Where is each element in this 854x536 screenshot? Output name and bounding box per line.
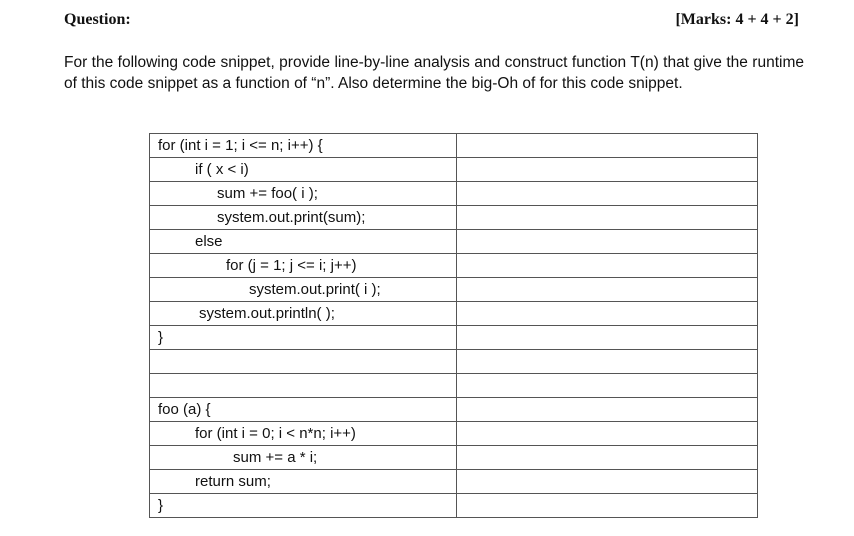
analysis-cell — [457, 422, 758, 446]
table-row — [150, 398, 758, 422]
code-line: for (int i = 0; i < n*n; i++) — [150, 422, 457, 446]
code-line: } — [150, 494, 457, 518]
table-row — [150, 230, 758, 254]
analysis-cell — [457, 182, 758, 206]
table-row — [150, 470, 758, 494]
analysis-cell — [457, 350, 758, 374]
code-line: system.out.print( i ); — [150, 278, 457, 302]
analysis-cell — [457, 398, 758, 422]
analysis-cell — [457, 278, 758, 302]
code-line — [150, 350, 457, 374]
analysis-cell — [457, 254, 758, 278]
analysis-cell — [457, 326, 758, 350]
code-line: sum += a * i; — [150, 446, 457, 470]
code-line: for (j = 1; j <= i; j++) — [150, 254, 457, 278]
code-analysis-table — [149, 133, 758, 518]
table-row — [150, 254, 758, 278]
marks-label: [Marks: 4 + 4 + 2] — [675, 11, 799, 28]
question-label: Question: — [64, 11, 131, 28]
code-line — [150, 374, 457, 398]
question-prompt: For the following code snippet, provide line-by-line analysis and construct function T(n) that give the runtime of this code snippet as a function of “n”. Also determine the big-Oh of for this code snippet. — [64, 54, 804, 92]
analysis-cell — [457, 302, 758, 326]
table-row — [150, 446, 758, 470]
code-line: else — [150, 230, 457, 254]
table-row — [150, 134, 758, 158]
table-row — [150, 182, 758, 206]
table-row — [150, 206, 758, 230]
table-row — [150, 422, 758, 446]
analysis-cell — [457, 446, 758, 470]
code-line: foo (a) { — [150, 398, 457, 422]
table-row — [150, 350, 758, 374]
code-line: sum += foo( i ); — [150, 182, 457, 206]
code-line: for (int i = 1; i <= n; i++) { — [150, 134, 457, 158]
analysis-cell — [457, 230, 758, 254]
code-line: } — [150, 326, 457, 350]
table-row — [150, 494, 758, 518]
code-line: system.out.print(sum); — [150, 206, 457, 230]
table-row — [150, 158, 758, 182]
analysis-cell — [457, 494, 758, 518]
code-line: system.out.println( ); — [150, 302, 457, 326]
table-row — [150, 326, 758, 350]
table-row — [150, 374, 758, 398]
analysis-cell — [457, 206, 758, 230]
table-row — [150, 278, 758, 302]
table-row — [150, 302, 758, 326]
analysis-cell — [457, 134, 758, 158]
code-line: return sum; — [150, 470, 457, 494]
analysis-cell — [457, 158, 758, 182]
analysis-cell — [457, 374, 758, 398]
code-line: if ( x < i) — [150, 158, 457, 182]
analysis-cell — [457, 470, 758, 494]
